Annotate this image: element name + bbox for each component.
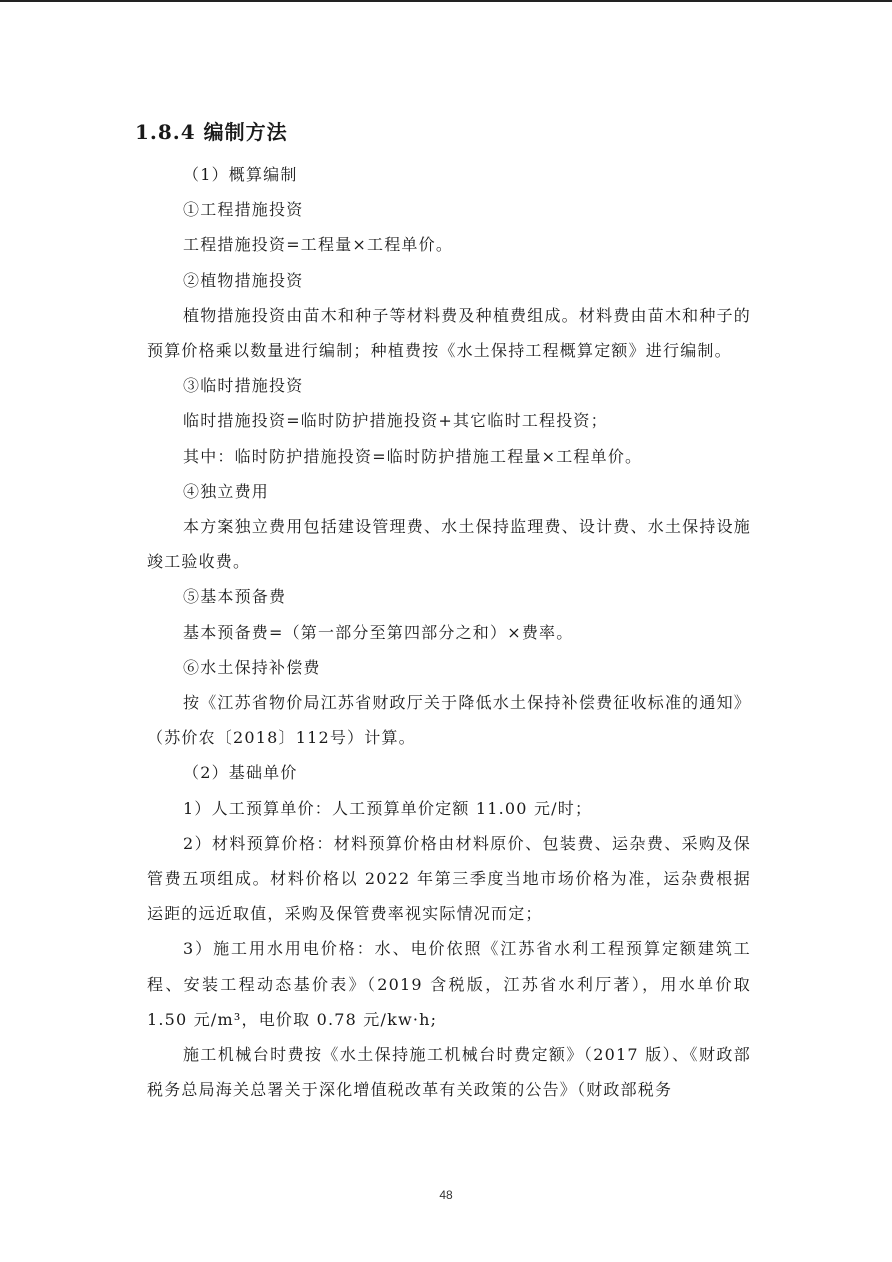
paragraph: 植物措施投资由苗木和种子等材料费及种植费组成。材料费由苗木和种子的预算价格乘以数量进行编制；种植费按《水土保持工程概算定额》进行编制。 (147, 305, 751, 361)
paragraph: 施工机械台时费按《水土保持施工机械台时费定额》（2017 版）、《财政部税务总局海关总署关于深化增值税改革有关政策的公告》（财政部税务 (147, 1045, 751, 1100)
paragraph: ⑥水土保持补偿费 (183, 657, 321, 677)
paragraph: （1）概算编制 (183, 165, 298, 184)
paragraph: 临时措施投资=临时防护措施投资+其它临时工程投资； (183, 411, 608, 431)
top-border-line (0, 0, 892, 2)
body-text (147, 157, 751, 1107)
paragraph: （2）基础单价 (183, 763, 298, 783)
paragraph: 1）人工预算单价：人工预算单价定额 11.00 元/时； (183, 798, 593, 818)
section-heading: 1.8.4 编制方法 (135, 120, 288, 144)
paragraph: ①工程措施投资 (183, 200, 304, 220)
paragraph: ③临时措施投资 (183, 376, 304, 396)
paragraph: 其中：临时防护措施投资=临时防护措施工程量×工程单价。 (183, 446, 643, 466)
paragraph: ⑤基本预备费 (183, 587, 287, 607)
paragraph: ④独立费用 (183, 481, 270, 501)
page-number: 48 (439, 1188, 453, 1202)
paragraph: 按《江苏省物价局江苏省财政厅关于降低水土保持补偿费征收标准的通知》（苏价农〔2018〕112号）计算。 (147, 693, 751, 748)
paragraph: 工程措施投资=工程量×工程单价。 (183, 235, 454, 255)
paragraph: 3）施工用水用电价格：水、电价依照《江苏省水利工程预算定额建筑工程、安装工程动态基价表》（2019 含税版，江苏省水利厅著），用水单价取 1.50 元/m³，电价取 0.78 元/kw·h; (147, 939, 751, 1029)
paragraph: 2）材料预算价格：材料预算价格由材料原价、包装费、运杂费、采购及保管费五项组成。材料价格以 2022 年第三季度当地市场价格为准，运杂费根据运距的远近取值，采购及保管费率视实际情况而定； (147, 833, 751, 924)
paragraph: 基本预备费=（第一部分至第四部分之和）×费率。 (183, 622, 574, 642)
paragraph: 本方案独立费用包括建设管理费、水土保持监理费、设计费、水土保持设施竣工验收费。 (147, 517, 751, 572)
paragraph: ②植物措施投资 (183, 270, 304, 290)
